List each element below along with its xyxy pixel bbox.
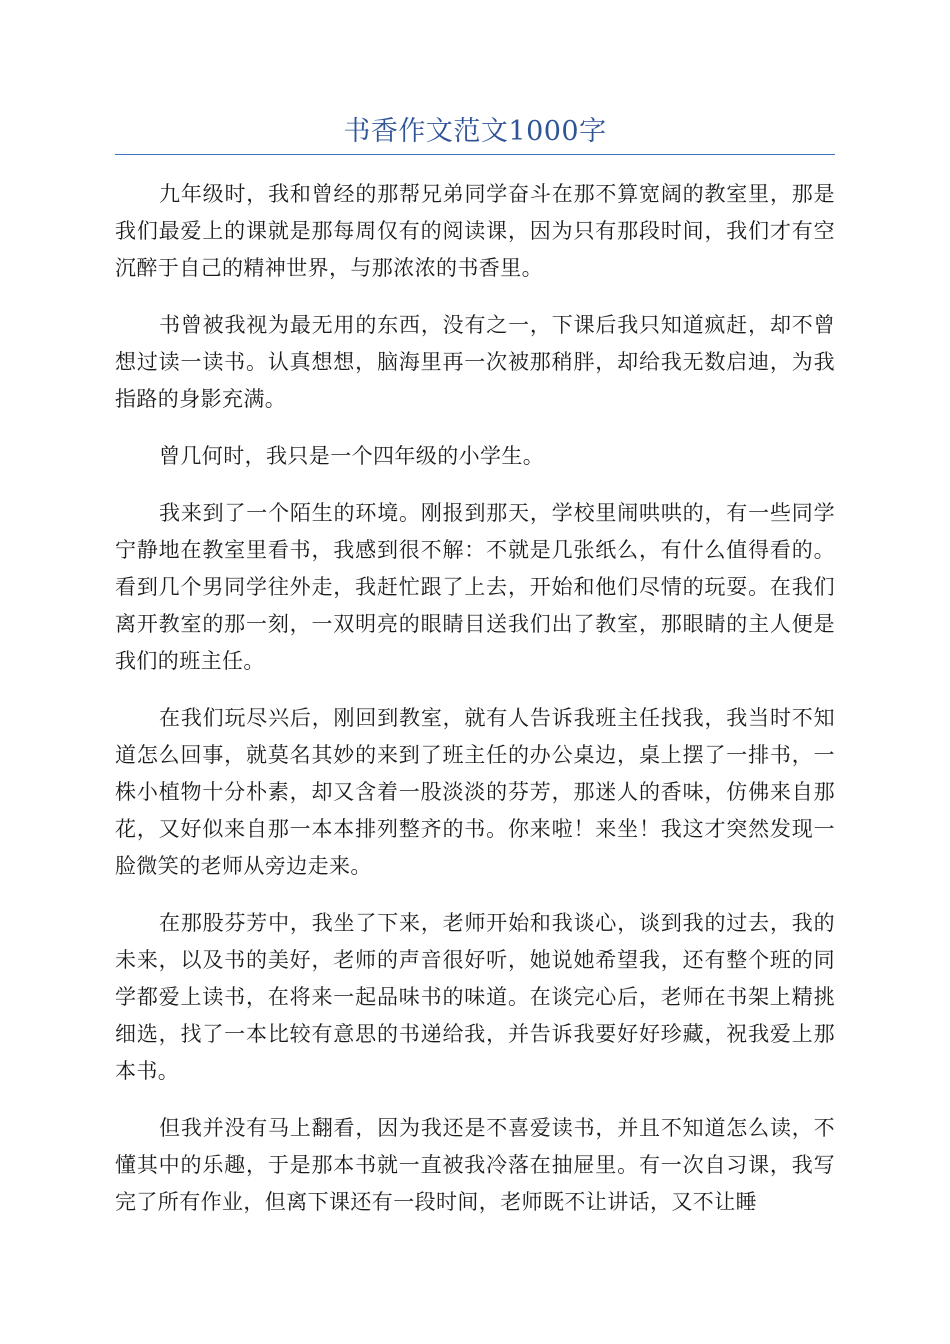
document-title: 书香作文范文1000字 (343, 116, 607, 147)
title-underline (115, 154, 835, 155)
paragraph: 在我们玩尽兴后，刚回到教室，就有人告诉我班主任找我，我当时不知道怎么回事，就莫名其妙的来到了班主任的办公桌边，桌上摆了一排书，一株小植物十分朴素，却又含着一股淡淡的芬芳，那迷人的香味，仿佛来自那花，又好似来自那一本本排列整齐的书。你来啦！来坐！我这才突然发现一脸微笑的老师从旁边走来。 (115, 706, 835, 878)
paragraph: 我来到了一个陌生的环境。刚报到那天，学校里闹哄哄的，有一些同学宁静地在教室里看书，我感到很不解：不就是几张纸么，有什么值得看的。看到几个男同学往外走，我赶忙跟了上去，开始和他们尽情的玩耍。在我们离开教室的那一刻，一双明亮的眼睛目送我们出了教室，那眼睛的主人便是我们的班主任。 (115, 501, 835, 673)
document-body (115, 176, 835, 1241)
paragraph: 但我并没有马上翻看，因为我还是不喜爱读书，并且不知道怎么读，不懂其中的乐趣，于是那本书就一直被我冷落在抽屉里。有一次自习课，我写完了所有作业，但离下课还有一段时间，老师既不让讲话，又不让睡 (115, 1116, 835, 1214)
paragraph: 书曾被我视为最无用的东西，没有之一，下课后我只知道疯赶，却不曾想过读一读书。认真想想，脑海里再一次被那稍胖，却给我无数启迪，为我指路的身影充满。 (115, 313, 835, 411)
paragraph: 九年级时，我和曾经的那帮兄弟同学奋斗在那不算宽阔的教室里，那是我们最爱上的课就是那每周仅有的阅读课，因为只有那段时间，我们才有空沉醉于自己的精神世界，与那浓浓的书香里。 (115, 182, 835, 280)
paragraph: 曾几何时，我只是一个四年级的小学生。 (159, 444, 545, 468)
paragraph: 在那股芬芳中，我坐了下来，老师开始和我谈心，谈到我的过去，我的未来，以及书的美好，老师的声音很好听，她说她希望我，还有整个班的同学都爱上读书，在将来一起品味书的味道。在谈完心后，老师在书架上精挑细选，找了一本比较有意思的书递给我，并告诉我要好好珍藏，祝我爱上那本书。 (115, 911, 835, 1083)
